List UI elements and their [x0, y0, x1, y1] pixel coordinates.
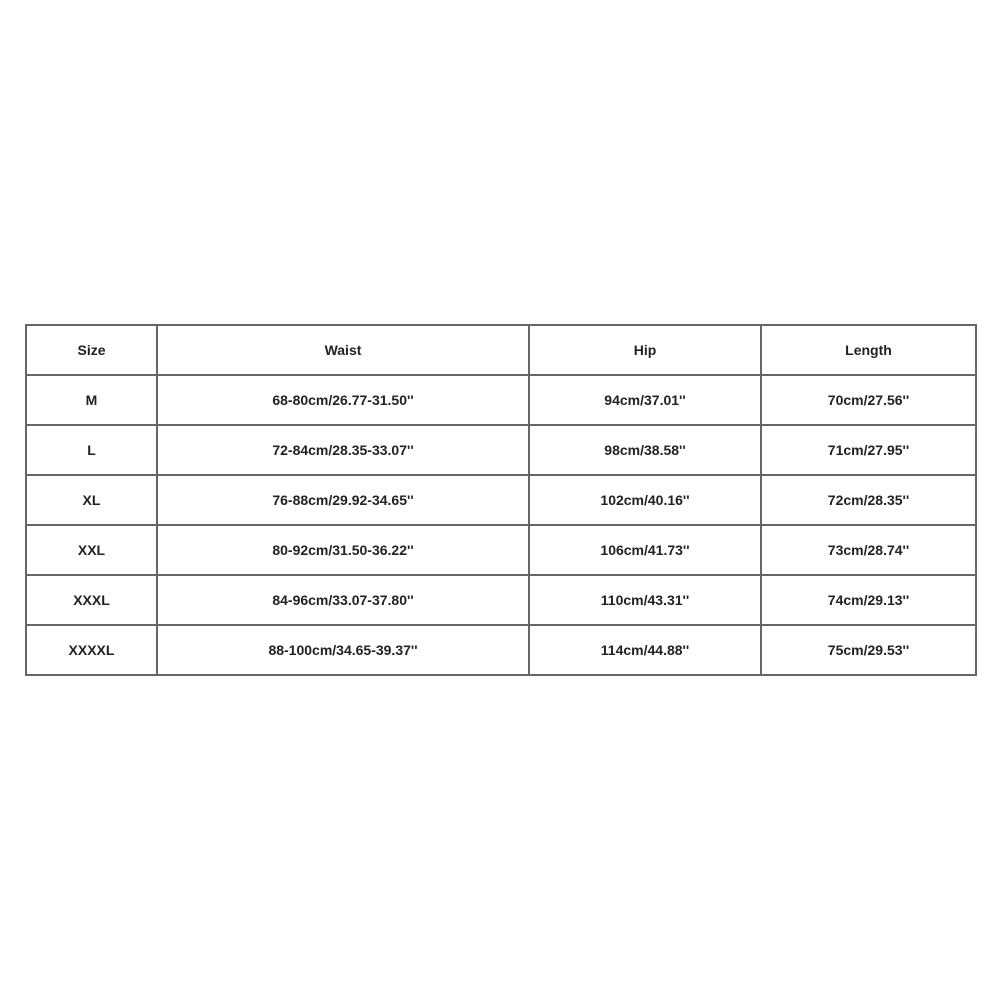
- cell-hip: 106cm/41.73'': [529, 525, 761, 575]
- header-length: Length: [761, 325, 976, 375]
- cell-waist: 88-100cm/34.65-39.37'': [157, 625, 529, 675]
- table-row: [26, 375, 976, 425]
- cell-length: 75cm/29.53'': [761, 625, 976, 675]
- header-waist: Waist: [157, 325, 529, 375]
- table-row: [26, 525, 976, 575]
- cell-hip: 114cm/44.88'': [529, 625, 761, 675]
- cell-size: XXL: [26, 525, 157, 575]
- cell-waist: 76-88cm/29.92-34.65'': [157, 475, 529, 525]
- cell-length: 71cm/27.95'': [761, 425, 976, 475]
- table-row: [26, 475, 976, 525]
- cell-waist: 80-92cm/31.50-36.22'': [157, 525, 529, 575]
- cell-hip: 110cm/43.31'': [529, 575, 761, 625]
- cell-size: XXXL: [26, 575, 157, 625]
- cell-size: M: [26, 375, 157, 425]
- table-row: [26, 625, 976, 675]
- cell-size: XL: [26, 475, 157, 525]
- header-hip: Hip: [529, 325, 761, 375]
- cell-length: 70cm/27.56'': [761, 375, 976, 425]
- table-header-row: [26, 325, 976, 375]
- cell-size: L: [26, 425, 157, 475]
- table-row: [26, 425, 976, 475]
- cell-waist: 72-84cm/28.35-33.07'': [157, 425, 529, 475]
- cell-waist: 84-96cm/33.07-37.80'': [157, 575, 529, 625]
- cell-waist: 68-80cm/26.77-31.50'': [157, 375, 529, 425]
- size-chart-table: [25, 324, 977, 676]
- cell-length: 73cm/28.74'': [761, 525, 976, 575]
- table-row: [26, 575, 976, 625]
- header-size: Size: [26, 325, 157, 375]
- cell-size: XXXXL: [26, 625, 157, 675]
- cell-hip: 98cm/38.58'': [529, 425, 761, 475]
- cell-length: 72cm/28.35'': [761, 475, 976, 525]
- cell-hip: 94cm/37.01'': [529, 375, 761, 425]
- cell-hip: 102cm/40.16'': [529, 475, 761, 525]
- cell-length: 74cm/29.13'': [761, 575, 976, 625]
